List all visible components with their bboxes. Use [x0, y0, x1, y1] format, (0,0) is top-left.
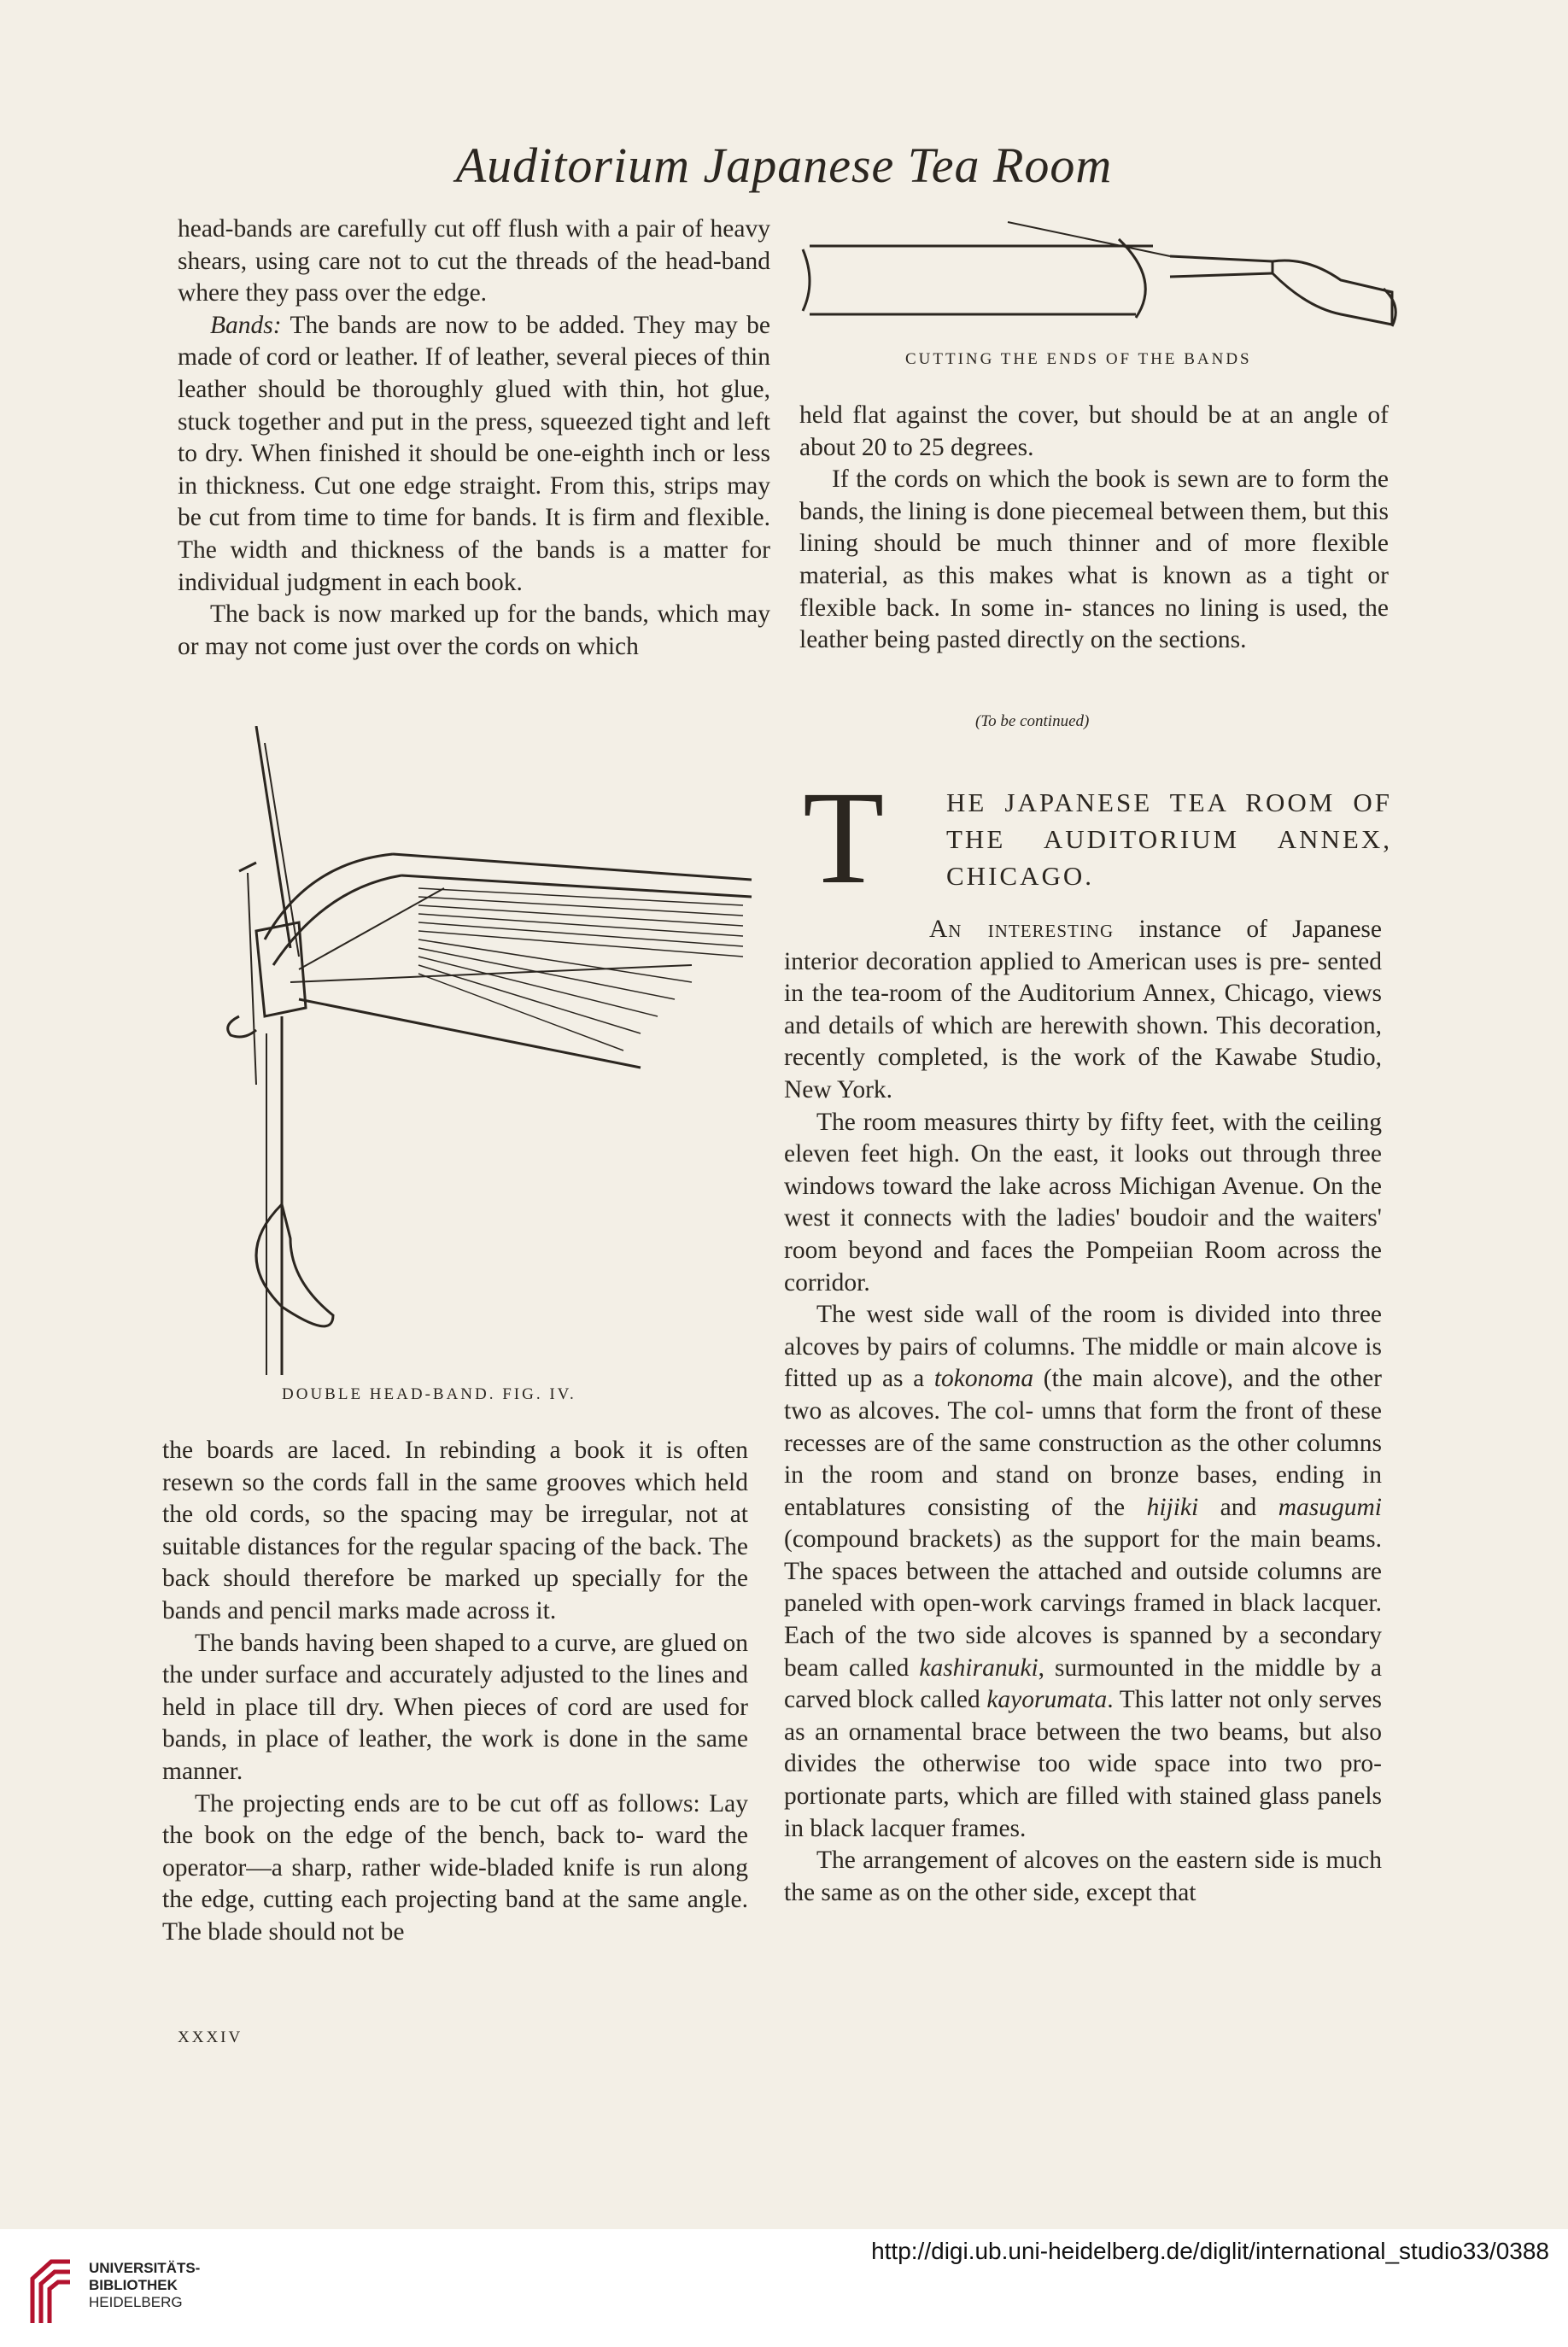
- figure-caption: CUTTING THE ENDS OF THE BANDS: [905, 350, 1252, 368]
- library-line: UNIVERSITÄTS-: [89, 2260, 201, 2276]
- university-library-logo-icon: [26, 2245, 77, 2330]
- paragraph: The projecting ends are to be cut off as follows: Lay the book on the edge of the bench, back to- ward the operator—a sharp, rather wide-bladed knife is run along the edge, cutting each projecting band at the same angle. The blade should not be: [162, 1789, 748, 1946]
- japanese-term: kayorumata: [986, 1686, 1108, 1714]
- library-name: [89, 2260, 200, 2311]
- paragraph: [784, 1299, 1382, 1845]
- paragraph: The back is now marked up for the bands, which may or may not come just over the cords on which: [178, 600, 770, 660]
- paragraph-text: The bands are now to be added. They may be made of cord or leather. If of leather, several pieces of thin leather should be thoroughly glued with thin, hot glue, stuck together and put in the press, squeezed tight and left to dry. When finished it should be one-eighth inch or less in thickness. Cut one edge straight. From this, strips may be cut from time to time for bands. It is firm and flexible. The width and thickness of the bands is a matter for individual judgment in each book.: [178, 311, 770, 596]
- left-column-bottom: [162, 1435, 748, 1949]
- article-title: HE JAPANESE TEA ROOM OF THE AUDITORIUM ANNEX, CHICAGO.: [946, 787, 1392, 891]
- article-body: [784, 914, 1382, 1909]
- paragraph: [784, 914, 1382, 1107]
- cutting-knife-illustration: [794, 214, 1409, 342]
- paragraph: The arrangement of alcoves on the eastern side is much the same as on the other side, except that: [784, 1847, 1382, 1906]
- article-heading: [803, 764, 1392, 911]
- double-head-band-illustration: [162, 726, 760, 1384]
- paragraph: the boards are laced. In rebinding a book it is often resewn so the cords fall in the same grooves which held the old cords, so the spacing may be irregular, not at suitable distances for the regular spacing of the back. The back should therefore be marked up specially for the bands and pencil marks made across it.: [162, 1437, 748, 1624]
- paragraph-text: . This latter not only serves as an ornamental brace between the two beams, but also divides the otherwise too wide space into two pro- portionate parts, which are filled with stained glass panels in black lacquer frames.: [784, 1686, 1382, 1842]
- paragraph-lead: Bands:: [210, 311, 282, 339]
- paragraph-text: , surmounted in the middle by a carved block called: [784, 1653, 1382, 1714]
- japanese-term: masugumi: [1278, 1493, 1383, 1521]
- paragraph-text: (compound brackets) as the support for the main beams. The spaces between the attached and outside columns are paneled with open-work carvings framed in black lacquer. Each of the two side alcoves is spanned by a secondary beam called: [784, 1525, 1382, 1682]
- japanese-term: kashiranuki: [919, 1653, 1039, 1682]
- paragraph: head-bands are carefully cut off flush with a pair of heavy shears, using care not to cut the threads of the head-band where they pass over the edge.: [178, 215, 770, 307]
- paragraph-text: instance of Japanese interior decoration applied to American uses is pre- sented in the tea-room of the Auditorium Annex, Chicago, views and details of which are herewith shown. This decoration, recently completed, is the work of the Kawabe Studio, New York.: [784, 916, 1383, 1103]
- right-column-top: [799, 400, 1389, 657]
- running-head: Auditorium Japanese Tea Room: [455, 138, 1113, 193]
- to-be-continued: (To be continued): [975, 712, 1090, 730]
- left-column-top: [178, 214, 770, 663]
- japanese-term: tokonoma: [933, 1365, 1034, 1393]
- japanese-term: hijiki: [1146, 1493, 1199, 1521]
- source-url-link[interactable]: http://digi.ub.uni-heidelberg.de/diglit/international_studio33/0388: [871, 2238, 1549, 2264]
- page-number: XXXIV: [178, 2028, 243, 2046]
- drop-cap: T: [803, 764, 885, 911]
- paragraph: The room measures thirty by fifty feet, with the ceiling eleven feet high. On the east, it looks out through three windows toward the lake across Michigan Avenue. On the west it connects with the ladies' boudoir and the waiters' room beyond and faces the Pompeiian Room across the corridor.: [784, 1108, 1382, 1296]
- paragraph-text: (the main alcove), and the other two as alcoves. The col- umns that form the front of these recesses are of the same construction as the other columns in the room and stand on bronze bases, ending in entablatures consisting of the: [784, 1365, 1382, 1521]
- paragraph: [178, 310, 770, 599]
- paragraph: The bands having been shaped to a curve, are glued on the under surface and accurately adjusted to the lines and held in place till dry. When pieces of cord are used for bands, in place of leather, the work is done in the same manner.: [162, 1629, 748, 1785]
- paragraph-lead: An interesting: [929, 916, 1115, 943]
- paragraph-text: The west side wall of the room is divided into three alcoves by pairs of columns. The middle or main alcove is fitted up as a: [784, 1301, 1382, 1393]
- figure-caption: DOUBLE HEAD-BAND. FIG. IV.: [282, 1385, 576, 1403]
- library-line: BIBLIOTHEK: [89, 2277, 178, 2293]
- library-line: HEIDELBERG: [89, 2294, 183, 2310]
- paragraph: held flat against the cover, but should be at an angle of about 20 to 25 degrees.: [799, 401, 1389, 461]
- paragraph: If the cords on which the book is sewn are to form the bands, the lining is done piecemeal between them, but this lining should be much thinner and of more flexible material, as this makes what is known as a tight or flexible back. In some in- stances no lining is used, the leather being pasted directly on the sections.: [799, 465, 1389, 654]
- paragraph-text: and: [1198, 1493, 1278, 1521]
